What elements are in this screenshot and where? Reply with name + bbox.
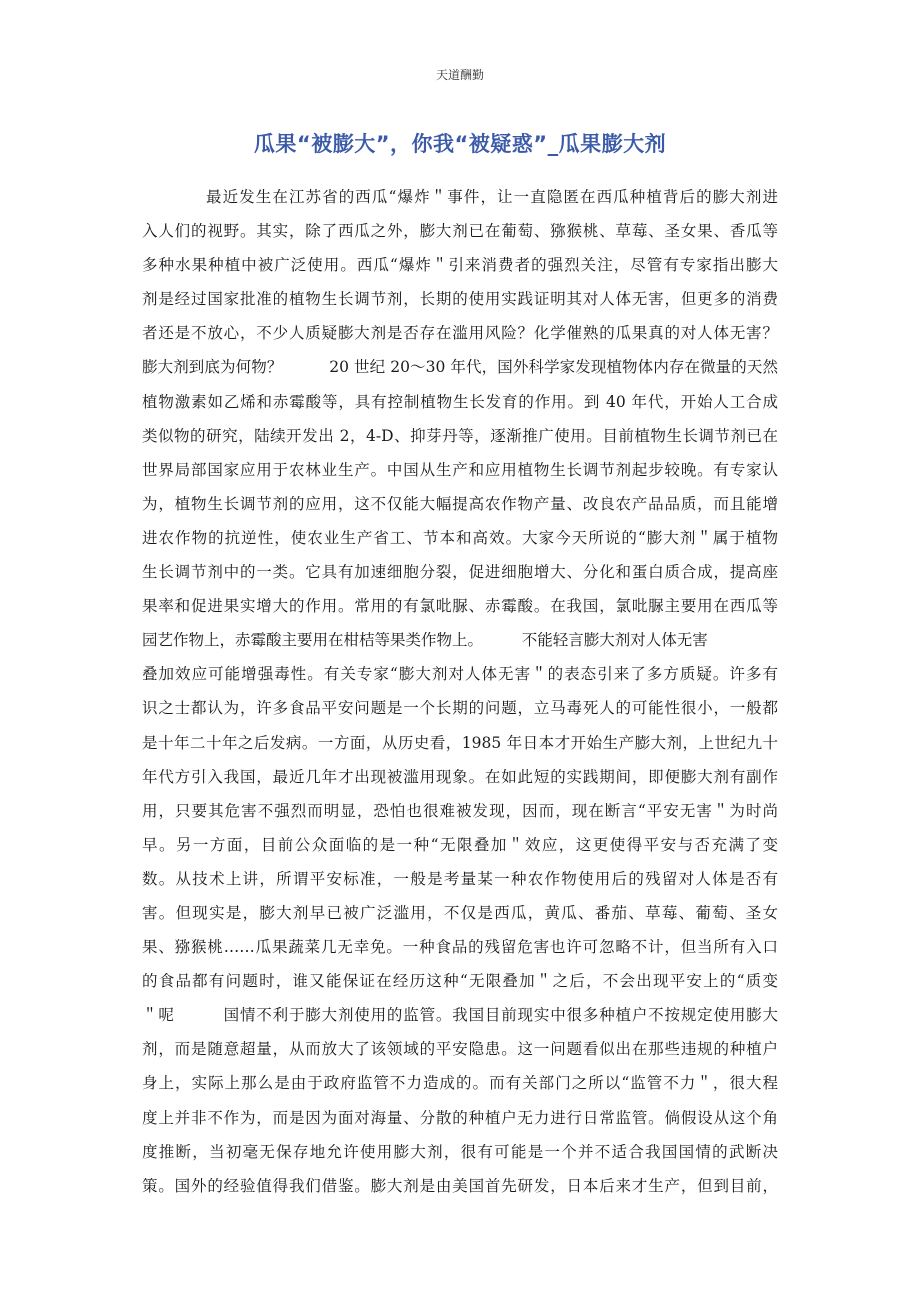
- body-line: 最近发生在江苏省的西瓜“爆炸＂事件，让一直隐匿在西瓜种植背后的膨大剂进: [206, 188, 778, 206]
- body-line: 的食品都有问题时，谁又能保证在经历这种“无限叠加＂之后，不会出现平安上的“质变: [142, 972, 778, 991]
- body-line: 园艺作物上，赤霉酸主要用在柑桔等果类作物上。 不能轻言膨大剂对人体无害: [142, 631, 708, 650]
- body-line: 数。从技术上讲，所谓平安标准，一般是考量某一种农作物使用后的残留对人体是否有: [142, 869, 778, 888]
- body-line: 多种水果种植中被广泛使用。西瓜“爆炸＂引来消费者的强烈关注，尽管有专家指出膨大: [142, 256, 778, 275]
- body-line: 剂，而是随意超量，从而放大了该领域的平安隐患。这一问题看似出在那些违规的种植户: [142, 1040, 778, 1059]
- body-line: ＂呢 国情不利于膨大剂使用的监管。我国目前现实中很多种植户不按规定使用膨大: [142, 1006, 778, 1025]
- body-line: 类似物的研究，陆续开发出 2，4-D、抑芽丹等，逐渐推广使用。目前植物生长调节剂已在: [142, 426, 778, 445]
- body-line: 是十年二十年之后发病。一方面，从历史看，1985 年日本才开始生产膨大剂，上世纪九十: [142, 733, 778, 752]
- body-line: 膨大剂到底为何物？ 20 世纪 20～30 年代，国外科学家发现植物体内存在微量的天然: [142, 358, 778, 377]
- body-line: 为，植物生长调节剂的应用，这不仅能大幅提高农作物产量、改良农产品品质，而且能增: [142, 494, 778, 513]
- body-line: 身上，实际上那么是由于政府监管不力造成的。而有关部门之所以“监管不力＂，很大程: [142, 1074, 778, 1093]
- body-line: 策。国外的经验值得我们借鉴。膨大剂是由美国首先研发，日本后来才生产，但到目前，: [142, 1176, 778, 1195]
- article-title: 瓜果“被膨大”，你我“被疑惑”_瓜果膨大剂: [253, 132, 667, 156]
- body-line: 年代方引入我国，最近几年才出现被滥用现象。在如此短的实践期间，即便膨大剂有副作: [142, 767, 778, 786]
- body-line: 用，只要其危害不强烈而明显，恐怕也很难被发现，因而，现在断言“平安无害＂为时尚: [142, 801, 778, 820]
- body-line: 者还是不放心，不少人质疑膨大剂是否存在滥用风险？化学催熟的瓜果真的对人体无害？: [142, 324, 778, 343]
- body-line: 叠加效应可能增强毒性。有关专家“膨大剂对人体无害＂的表态引来了多方质疑。许多有: [142, 665, 778, 684]
- body-line: 生长调节剂中的一类。它具有加速细胞分裂，促进细胞增大、分化和蛋白质合成，提高座: [142, 563, 778, 582]
- body-line: 入人们的视野。其实，除了西瓜之外，膨大剂已在葡萄、猕猴桃、草莓、圣女果、香瓜等: [142, 222, 778, 241]
- body-line: 植物激素如乙烯和赤霉酸等，具有控制植物生长发育的作用。到 40 年代，开始人工合成: [142, 392, 778, 411]
- body-line: 果、猕猴桃……瓜果蔬菜几无幸免。一种食品的残留危害也许可忽略不计，但当所有入口: [142, 938, 778, 957]
- body-line: 剂是经过国家批准的植物生长调节剂，长期的使用实践证明其对人体无害，但更多的消费: [142, 290, 778, 309]
- body-line: 早。另一方面，目前公众面临的是一种“无限叠加＂效应，这更使得平安与否充满了变: [142, 835, 778, 854]
- page-header: 天道酬勤: [435, 68, 484, 82]
- body-line: 识之士都认为，许多食品平安问题是一个长期的问题，立马毒死人的可能性很小，一般都: [142, 699, 778, 718]
- body-line: 度推断，当初毫无保存地允许使用膨大剂，很有可能是一个并不适合我国国情的武断决: [142, 1142, 778, 1161]
- body-line: 度上并非不作为，而是因为面对海量、分散的种植户无力进行日常监管。倘假设从这个角: [142, 1108, 778, 1127]
- body-line: 进农作物的抗逆性，使农业生产省工、节本和高效。大家今天所说的“膨大剂＂属于植物: [142, 528, 778, 547]
- body-line: 害。但现实是，膨大剂早已被广泛滥用，不仅是西瓜，黄瓜、番茄、草莓、葡萄、圣女: [142, 903, 778, 922]
- body-line: 世界局部国家应用于农林业生产。中国从生产和应用植物生长调节剂起步较晚。有专家认: [142, 460, 778, 479]
- body-line: 果率和促进果实增大的作用。常用的有氯吡脲、赤霉酸。在我国，氯吡脲主要用在西瓜等: [142, 597, 778, 616]
- article-body: [142, 180, 778, 1203]
